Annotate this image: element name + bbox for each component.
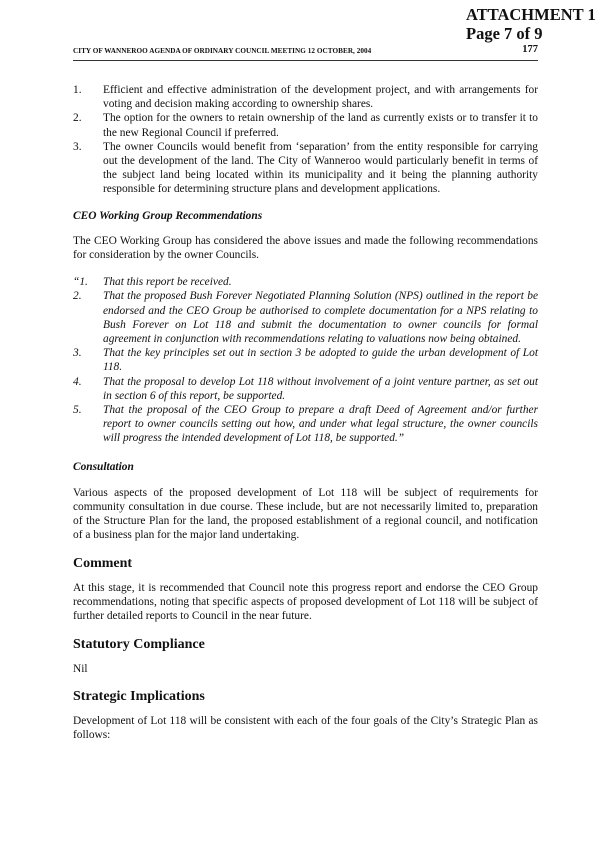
consultation-paragraph: Various aspects of the proposed development of Lot 118 will be subject of requirements for community consultation in due course. These include, but are not necessarily limited to, preparation of the Structure Plan for the land, the proposed establishment of a regional council, and notification of a business plan for the major land undertaking. xyxy=(73,486,538,542)
strategic-implications-paragraph: Development of Lot 118 will be consistent with each of the four goals of the City’s Strategic Plan as follows: xyxy=(73,715,538,742)
consultation-heading: Consultation xyxy=(73,460,134,473)
list-text: That the key principles set out in section 3 be adopted to guide the urban development of Lot 118. xyxy=(103,347,538,374)
list-number: “1. xyxy=(73,276,88,289)
document-body xyxy=(73,83,538,743)
list-text: That the proposal of the CEO Group to prepare a draft Deed of Agreement and/or further report to owner councils setting out how, and under what legal structure, the owner councils will progress the intended development of Lot 118, be supported.” xyxy=(103,404,538,445)
recommendations-list xyxy=(73,275,538,445)
list-number: 2. xyxy=(73,290,82,303)
list-number: 2. xyxy=(73,112,82,125)
attachment-page: Page 7 of 9 xyxy=(466,24,543,43)
list-text: Efficient and effective administration of the development project, and with arrangements for voting and decision making according to ownership shares. xyxy=(103,84,538,111)
list-number: 1. xyxy=(73,84,82,96)
list-item xyxy=(73,346,538,374)
strategic-implications-heading: Strategic Implications xyxy=(73,688,205,704)
list-text: That the proposed Bush Forever Negotiated Planning Solution (NPS) outlined in the report be endorsed and the CEO Group be authorised to complete documentation for a NPS relating to Bush Forever on Lot 118 and submit the documentation to owner councils for formal agreement in conjunction with recommendations relating to valuations now being obtained. xyxy=(103,290,538,346)
running-header xyxy=(73,46,538,61)
attachment-title: ATTACHMENT 1 xyxy=(466,5,596,24)
list-number: 5. xyxy=(73,404,82,417)
statutory-compliance-heading: Statutory Compliance xyxy=(73,636,205,652)
list-item xyxy=(73,375,538,403)
statutory-compliance-text: Nil xyxy=(73,662,88,675)
running-header-title: CITY OF WANNEROO AGENDA OF ORDINARY COUNCIL MEETING 12 OCTOBER, 2004 xyxy=(73,47,372,55)
list-item xyxy=(73,111,538,139)
comment-paragraph: At this stage, it is recommended that Council note this progress report and endorse the CEO Group recommendations, noting that specific aspects of proposed development of Lot 118 will be subject of further detailed reports to Council in the near future. xyxy=(73,581,538,623)
benefits-list xyxy=(73,83,538,197)
list-item xyxy=(73,289,538,346)
list-number: 4. xyxy=(73,375,82,388)
list-item xyxy=(73,275,538,289)
page-number: 177 xyxy=(522,44,538,55)
list-text: The owner Councils would benefit from ‘separation’ from the entity responsible for carrying out the development of the land. The City of Wanneroo would particularly benefit in terms of the subject land being located within its municipality and it being the planning authority responsible for determining structure plans and development applications. xyxy=(103,140,538,196)
list-text: That the proposal to develop Lot 118 without involvement of a joint venture partner, as set out in section 6 of this report, be supported. xyxy=(103,375,538,402)
list-text: The option for the owners to retain ownership of the land as currently exists or to transfer it to the new Regional Council if preferred. xyxy=(103,112,538,139)
attachment-label xyxy=(466,5,596,43)
list-item xyxy=(73,403,538,446)
ceo-intro-paragraph: The CEO Working Group has considered the above issues and made the following recommendations for consideration by the owner Councils. xyxy=(73,234,538,262)
list-number: 3. xyxy=(73,347,82,360)
ceo-recommendations-heading: CEO Working Group Recommendations xyxy=(73,209,263,222)
list-text: That this report be received. xyxy=(103,276,232,289)
list-number: 3. xyxy=(73,140,82,153)
list-item xyxy=(73,140,538,197)
comment-heading: Comment xyxy=(73,555,133,571)
list-item xyxy=(73,83,538,111)
